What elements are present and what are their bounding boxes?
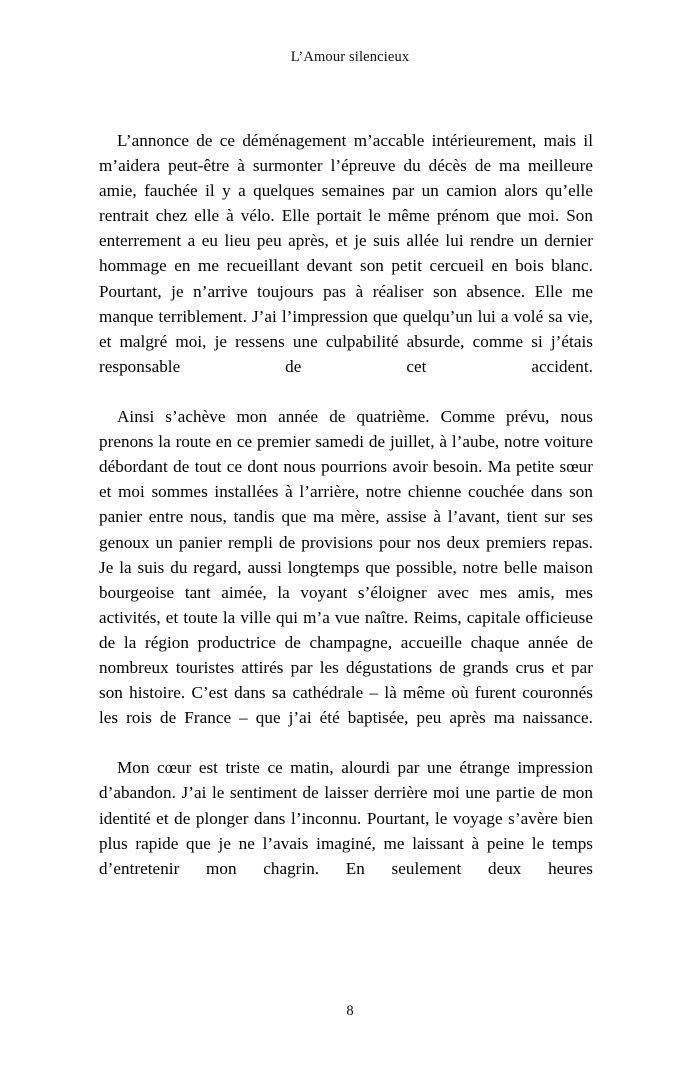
body-text-block bbox=[99, 128, 593, 906]
body-paragraph: Ainsi s’achève mon année de quatrième. Comme prévu, nous prenons la route en ce premier samedi de juillet, à l’aube, notre voiture débordant de tout ce dont nous pourrions avoir besoin. Ma petite sœur et moi sommes installées à l’arrière, notre chienne couchée dans son panier entre nous, tandis que ma mère, assise à l’avant, tient sur ses genoux un panier rempli de provisions pour nos deux premiers repas. Je la suis du regard, aussi longtemps que possible, notre belle maison bourgeoise tant aimée, la voyant s’éloigner avec mes amis, mes activités, et toute la ville qui m’a vue naître. Reims, capitale officieuse de la région productrice de champagne, accueille chaque année de nombreux touristes attirés par les dégustations de grands crus et par son histoire. C’est dans sa cathédrale – là même où furent couronnés les rois de France – que j’ai été baptisée, peu après ma naissance. bbox=[99, 407, 593, 728]
body-paragraph: Mon cœur est triste ce matin, alourdi par une étrange impression d’abandon. J’ai le sentiment de laisser derrière moi une partie de mon identité et de plonger dans l’inconnu. Pourtant, le voyage s’avère bien plus rapide que je ne l’avais imaginé, me laissant à peine le temps d’entretenir mon chagrin. En seulement deux heures bbox=[99, 758, 593, 878]
page-number: 8 bbox=[346, 1003, 354, 1019]
running-head: L’Amour silencieux bbox=[290, 49, 410, 65]
body-paragraph: L’annonce de ce déménagement m’accable intérieurement, mais il m’aidera peut-être à surmonter l’épreuve du décès de ma meilleure amie, fauchée il y a quelques semaines par un camion alors qu’elle rentrait chez elle à vélo. Elle portait le même prénom que moi. Son enterrement a eu lieu peu après, et je suis allée lui rendre un dernier hommage en me recueillant devant son petit cercueil en bois blanc. Pourtant, je n’arrive toujours pas à réaliser son absence. Elle me manque terriblement. J’ai l’impression que quelqu’un lui a volé sa vie, et malgré moi, je ressens une culpabilité absurde, comme si j’étais responsable de cet accident. bbox=[99, 131, 593, 376]
